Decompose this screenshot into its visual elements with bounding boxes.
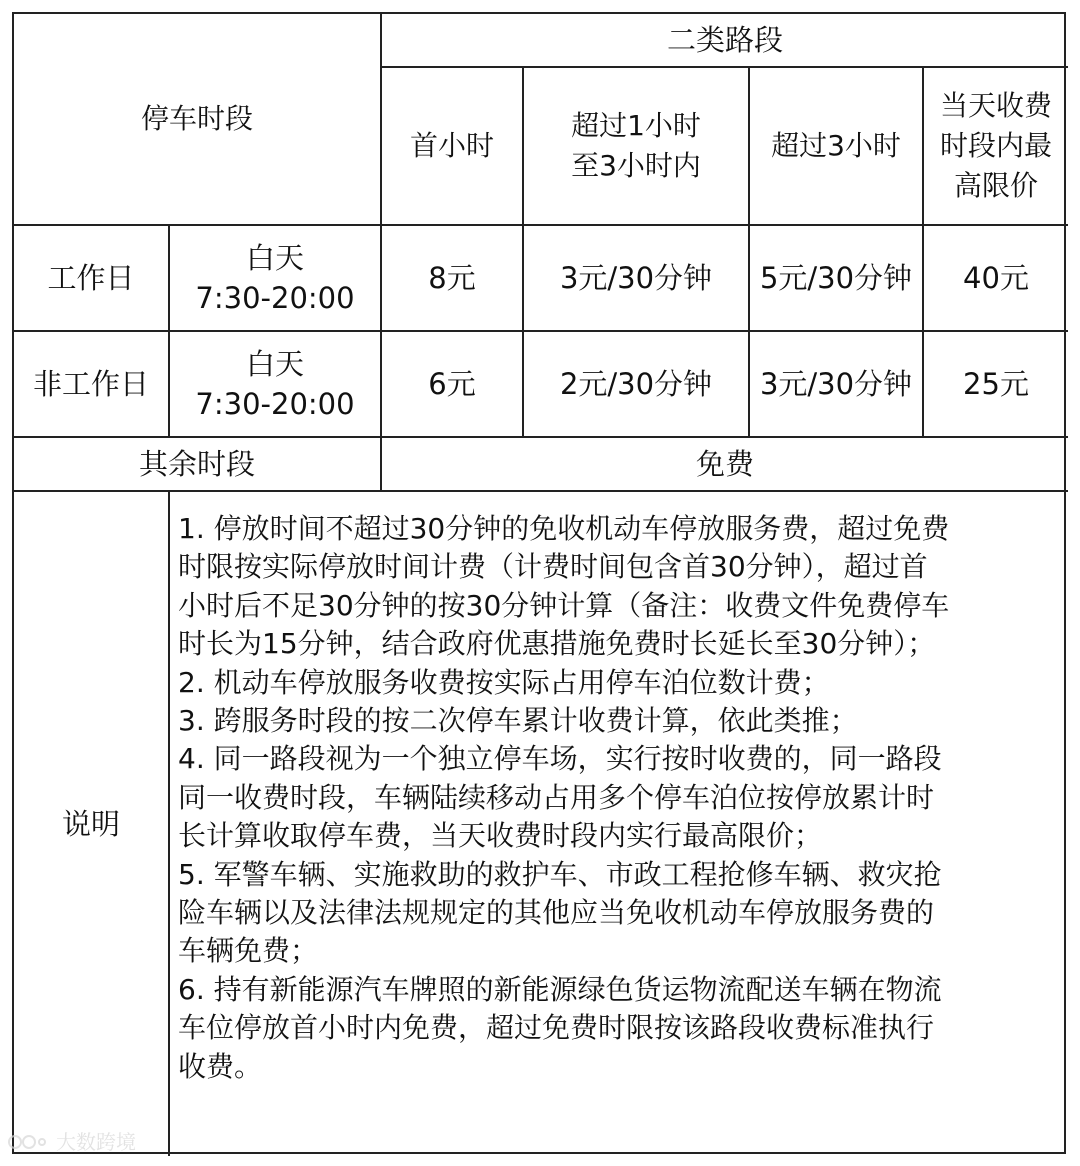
other-periods-label: 其余时段 (14, 438, 382, 492)
row-workday-label: 工作日 (14, 226, 170, 332)
notes-content (170, 492, 1068, 1156)
header-daily-cap: 当天收费 时段内最 高限价 (924, 68, 1068, 226)
note-line: 时限按实际停放时间计费（计费时间包含首30分钟），超过首 (178, 550, 928, 584)
note-line: 时长为15分钟，结合政府优惠措施免费时长延长至30分钟）； (178, 627, 936, 661)
row-nonworkday-label: 非工作日 (14, 332, 170, 438)
note-line: 4. 同一路段视为一个独立停车场，实行按时收费的，同一路段 (178, 742, 942, 776)
row-nonworkday-period: 白天 7:30-20:00 (170, 332, 382, 438)
row-workday-daily-cap: 40元 (924, 226, 1068, 332)
note-line: 6. 持有新能源汽车牌照的新能源绿色货运物流配送车辆在物流 (178, 972, 942, 1006)
row-nonworkday-daily-cap: 25元 (924, 332, 1068, 438)
header-one-to-three-hours: 超过1小时 至3小时内 (524, 68, 750, 226)
note-line: 险车辆以及法律法规规定的其他应当免收机动车停放服务费的 (178, 896, 935, 930)
header-parking-period: 停车时段 (14, 14, 382, 226)
header-first-hour: 首小时 (382, 68, 524, 226)
note-line: 3. 跨服务时段的按二次停车累计收费计算，依此类推； (178, 704, 858, 738)
row-nonworkday-over-three: 3元/30分钟 (750, 332, 924, 438)
parking-fee-table (12, 12, 1066, 1154)
row-workday-over-three: 5元/30分钟 (750, 226, 924, 332)
row-workday-first-hour: 8元 (382, 226, 524, 332)
note-line: 长计算收取停车费，当天收费时段内实行最高限价； (178, 819, 823, 853)
watermark-text: 大数跨境 (56, 1130, 136, 1154)
note-line: 收费。 (178, 1049, 263, 1083)
notes-label: 说明 (14, 492, 170, 1156)
note-line: 1. 停放时间不超过30分钟的免收机动车停放服务费，超过免费 (178, 512, 950, 545)
header-road-type: 二类路段 (382, 14, 1068, 68)
row-nonworkday-one-to-three: 2元/30分钟 (524, 332, 750, 438)
note-line: 5. 军警车辆、实施救助的救护车、市政工程抢修车辆、救灾抢 (178, 857, 942, 891)
other-periods-value: 免费 (382, 438, 1068, 492)
header-over-three-hours: 超过3小时 (750, 68, 924, 226)
note-line: 车位停放首小时内免费，超过免费时限按该路段收费标准执行 (178, 1011, 935, 1045)
note-line: 同一收费时段，车辆陆续移动占用多个停车泊位按停放累计时 (178, 780, 935, 814)
note-line: 车辆免费； (178, 934, 319, 968)
note-line: 小时后不足30分钟的按30分钟计算（备注：收费文件免费停车 (178, 588, 950, 622)
row-nonworkday-first-hour: 6元 (382, 332, 524, 438)
row-workday-one-to-three: 3元/30分钟 (524, 226, 750, 332)
note-line: 2. 机动车停放服务收费按实际占用停车泊位数计费； (178, 665, 830, 699)
row-workday-period: 白天 7:30-20:00 (170, 226, 382, 332)
